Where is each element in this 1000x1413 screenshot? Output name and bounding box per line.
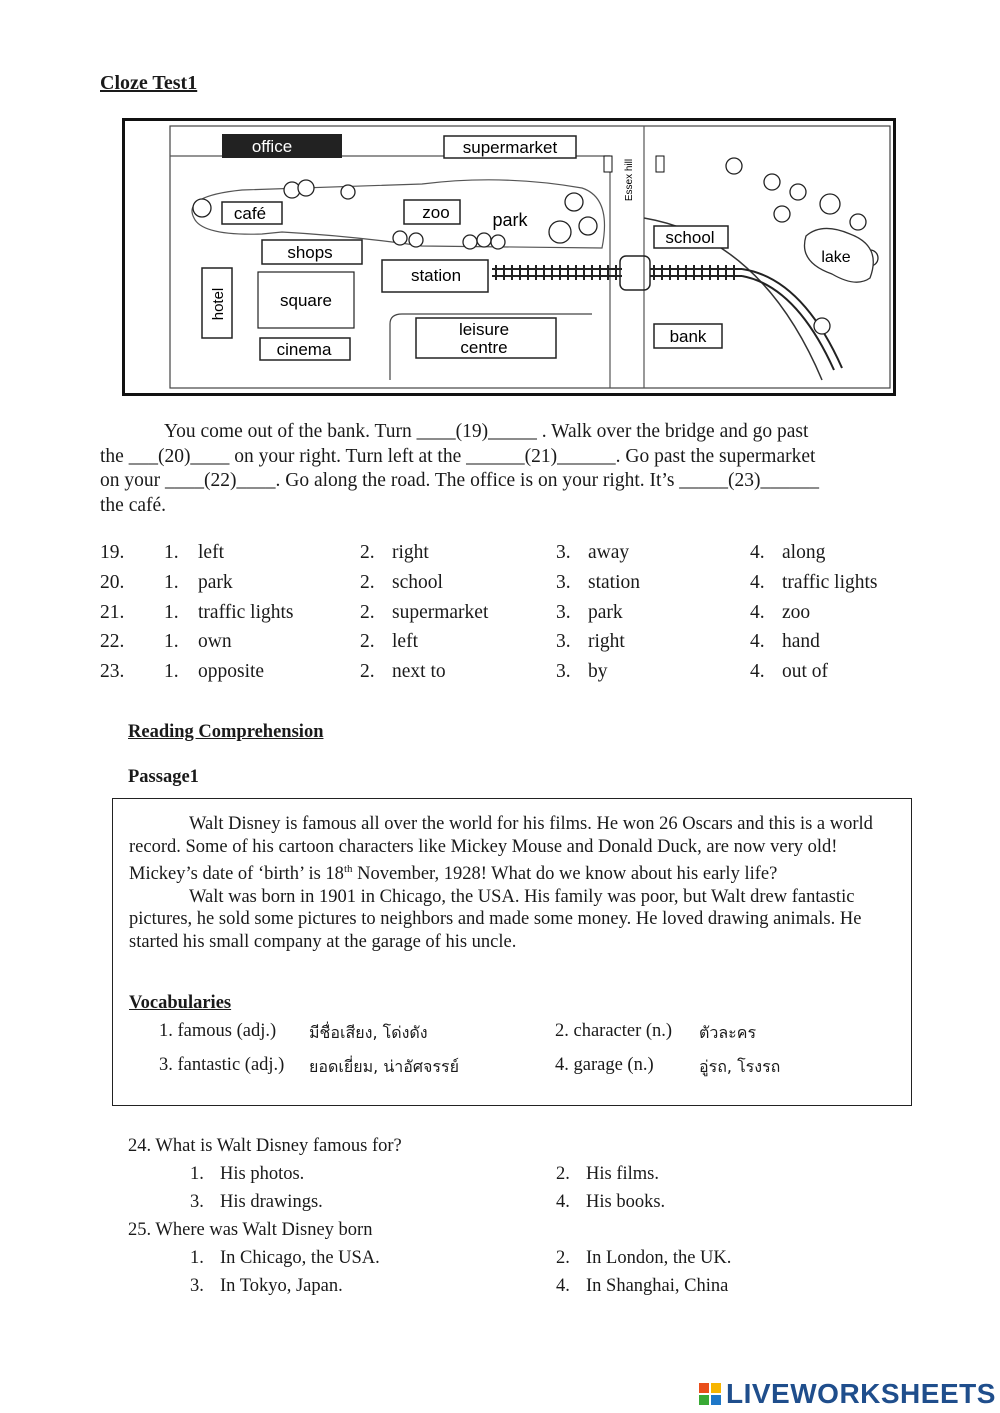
option-text[interactable]: left <box>392 631 418 652</box>
option-number: 2. <box>360 542 375 563</box>
map-label-shops: shops <box>287 243 333 262</box>
question-number: 23. <box>100 661 125 682</box>
option-text[interactable]: zoo <box>782 602 811 623</box>
option-text[interactable]: His films. <box>586 1164 659 1184</box>
liveworksheets-logo <box>698 1378 996 1410</box>
option-text[interactable]: school <box>392 572 443 593</box>
option-number: 2. <box>360 661 375 682</box>
question-row <box>100 572 920 602</box>
page-title: Cloze Test1 <box>100 72 198 94</box>
option-text[interactable]: park <box>588 602 623 623</box>
passage-title: Passage1 <box>128 767 199 787</box>
vocab-meaning: มีชื่อเสียง, โด่งดัง <box>309 1023 428 1042</box>
option-text[interactable]: park <box>198 572 233 593</box>
traffic-light-icon <box>604 156 612 172</box>
map-label-station: station <box>410 266 462 285</box>
map-label-zoo: zoo <box>422 203 450 222</box>
map-label-park: park <box>492 210 528 230</box>
map-label-essex-hill: Essex hill <box>624 158 635 202</box>
option-number: 1. <box>164 602 179 623</box>
map-label-hotel: hotel <box>210 287 227 321</box>
option-number: 2. <box>360 602 375 623</box>
passage-text <box>129 813 899 953</box>
option-number: 4. <box>750 602 765 623</box>
option-text[interactable]: His drawings. <box>220 1192 323 1212</box>
option-number: 3. <box>556 542 571 563</box>
vocab-heading: Vocabularies <box>129 993 232 1013</box>
option-text[interactable]: along <box>782 542 826 563</box>
option-number: 4. <box>750 542 765 563</box>
option-text[interactable]: next to <box>392 661 446 682</box>
question-24: 24. What is Walt Disney famous for? <box>128 1136 402 1156</box>
option-text[interactable]: His photos. <box>220 1164 305 1184</box>
map-label-square: square <box>280 291 332 310</box>
question-row <box>100 631 920 661</box>
question-row <box>100 661 920 691</box>
option-text[interactable]: right <box>392 542 429 563</box>
option-text[interactable]: In Tokyo, Japan. <box>220 1276 343 1296</box>
option-number: 1. <box>164 542 179 563</box>
map-label-supermarket: supermarket <box>462 138 558 157</box>
option-number: 2. <box>360 572 375 593</box>
option-number: 4. <box>750 661 765 682</box>
option-number: 3. <box>556 602 571 623</box>
superscript: th <box>343 863 353 875</box>
traffic-light-icon <box>656 156 664 172</box>
cloze-paragraph <box>100 420 912 518</box>
question-number: 19. <box>100 542 125 563</box>
option-number: 1. <box>164 631 179 652</box>
cloze-line: the café. <box>100 494 167 516</box>
vocab-term: 3. fantastic (adj.) <box>159 1055 285 1075</box>
option-text[interactable]: hand <box>782 631 820 652</box>
option-number: 2. <box>556 1164 570 1184</box>
vocab-term: 4. garage (n.) <box>555 1055 654 1075</box>
option-number: 3. <box>556 661 571 682</box>
option-text[interactable]: left <box>198 542 224 563</box>
map-label-leisure: leisure <box>458 320 510 339</box>
option-number: 3. <box>190 1276 204 1296</box>
option-number: 3. <box>556 572 571 593</box>
option-number: 4. <box>556 1276 570 1296</box>
vocab-meaning: อู่รถ, โรงรถ <box>699 1057 781 1076</box>
question-number: 21. <box>100 602 125 623</box>
cloze-line: You come out of the bank. Turn ____(19)_____ . Walk over the bridge and go past <box>164 421 809 442</box>
question-number: 22. <box>100 631 125 652</box>
map-label-centre: centre <box>460 338 508 357</box>
vocab-meaning: ตัวละคร <box>699 1023 757 1042</box>
option-number: 4. <box>750 572 765 593</box>
map-label-bank: bank <box>669 327 707 346</box>
option-number: 4. <box>556 1192 570 1212</box>
logo-text: LIVEWORKSHEETS <box>726 1378 996 1409</box>
passage-box <box>112 798 912 1106</box>
option-text[interactable]: station <box>588 572 640 593</box>
option-number: 3. <box>556 631 571 652</box>
passage-paragraph: Walt Disney is famous all over the world for his films. He won 26 Oscars and this is a world record. Some of his cartoon characters like Mickey Mouse and Donald Duck, are now very old! Mickey’s date of ‘birth’ is 18 <box>129 814 873 885</box>
question-number: 20. <box>100 572 125 593</box>
option-number: 2. <box>360 631 375 652</box>
map-label-office: office <box>251 137 293 156</box>
vocab-meaning: ยอดเยี่ยม, น่าอัศจรรย์ <box>309 1057 459 1076</box>
option-number: 1. <box>190 1248 204 1268</box>
option-text[interactable]: supermarket <box>392 602 489 623</box>
map-label-school: school <box>665 228 715 247</box>
option-number: 2. <box>556 1248 570 1268</box>
passage-paragraph: Walt was born in 1901 in Chicago, the USA. His family was poor, but Walt drew fantastic pictures, he sold some pictures to neighbors and made some money. He loved drawing animals. He started his small company at the garage of his uncle. <box>129 886 862 952</box>
option-text[interactable]: own <box>198 631 232 652</box>
vocab-term: 2. character (n.) <box>555 1021 673 1041</box>
option-text[interactable]: In Chicago, the USA. <box>220 1248 380 1268</box>
option-number: 3. <box>190 1192 204 1212</box>
logo-icon <box>698 1381 722 1407</box>
option-text[interactable]: traffic lights <box>782 572 878 593</box>
option-text[interactable]: In London, the UK. <box>586 1248 732 1268</box>
question-row <box>100 542 920 572</box>
town-map <box>122 118 896 396</box>
option-text[interactable]: His books. <box>586 1192 666 1212</box>
passage-paragraph: November, 1928! What do we know about his early life? <box>352 864 778 885</box>
option-number: 1. <box>190 1164 204 1184</box>
question-25: 25. Where was Walt Disney born <box>128 1220 373 1240</box>
map-label-lake: lake <box>821 249 851 266</box>
option-number: 1. <box>164 661 179 682</box>
option-text[interactable]: by <box>588 661 608 682</box>
vocab-term: 1. famous (adj.) <box>159 1021 277 1041</box>
option-number: 1. <box>164 572 179 593</box>
section-heading: Reading Comprehension <box>128 722 324 742</box>
map-label-cafe: café <box>233 204 267 223</box>
option-number: 4. <box>750 631 765 652</box>
option-text[interactable]: In Shanghai, China <box>586 1276 729 1296</box>
option-text[interactable]: traffic lights <box>198 602 294 623</box>
option-text[interactable]: away <box>588 542 630 563</box>
option-text[interactable]: right <box>588 631 625 652</box>
question-row <box>100 602 920 632</box>
option-text[interactable]: opposite <box>198 661 265 682</box>
option-text[interactable]: out of <box>782 661 829 682</box>
cloze-line: the ___(20)____ on your right. Turn left at the ______(21)______. Go past the supermarket <box>100 445 816 467</box>
cloze-line: on your ____(22)____. Go along the road. The office is on your right. It’s _____(23)______ <box>100 470 820 491</box>
map-label-cinema: cinema <box>276 340 332 359</box>
